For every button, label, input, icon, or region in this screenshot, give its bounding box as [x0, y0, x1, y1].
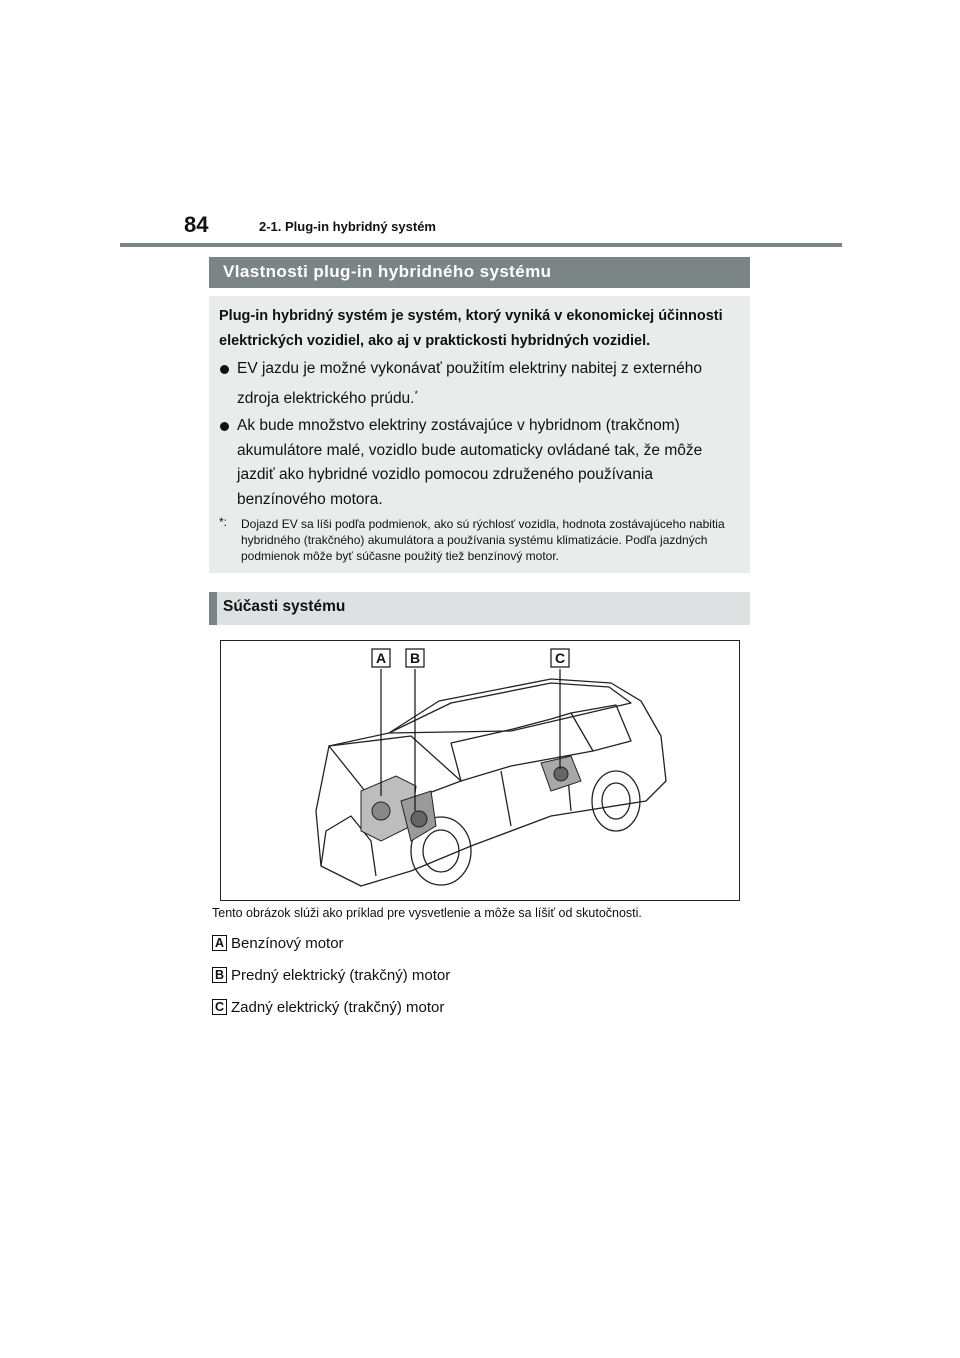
header-divider	[120, 243, 842, 247]
rear-wheel-rim	[602, 783, 630, 819]
legend-label: Zadný elektrický (trakčný) motor	[231, 998, 445, 1016]
front-wheel-rim	[423, 830, 459, 872]
bullet-text: EV jazdu je možné vykonávať použitím elektriny nabitej z externého zdroja elektrického prúdu.	[237, 360, 703, 407]
footnote-text: Dojazd EV sa líši podľa podmienok, ako sú rýchlosť vozidla, hodnota zostávajúceho nabitia hybridného (trakčného) akumulátora a používania systému klimatizácie. Podľa jazdných podmienok môže byť súčasne použitý tiež benzínový motor.	[241, 517, 725, 564]
section-heading-components: Súčasti systému	[209, 592, 750, 625]
car-body-outline	[316, 679, 666, 886]
legend-letter: C	[212, 999, 227, 1015]
legend-letter: A	[212, 935, 227, 951]
vehicle-diagram	[220, 640, 740, 901]
legend-item	[212, 998, 444, 1016]
features-box	[209, 296, 750, 573]
rear-motor-assembly	[541, 756, 581, 791]
legend-item	[212, 934, 344, 952]
page-number: 84	[184, 212, 209, 237]
footnote-reference: *	[414, 388, 419, 399]
figure-caption: Tento obrázok slúži ako príklad pre vysvetlenie a môže sa líšiť od skutočnosti.	[212, 906, 642, 920]
chapter-title: 2-1. Plug-in hybridný systém	[259, 219, 436, 234]
bullet-text: Ak bude množstvo elektriny zostávajúce v hybridnom (trakčnom) akumulátore malé, vozidlo bude automaticky ovládané tak, že môže jazdiť ako hybridné vozidlo pomocou združeného používania benzínového motora.	[237, 417, 703, 508]
callout-label-b: B	[409, 650, 421, 666]
bullet-dot-icon	[220, 422, 229, 431]
car-roof-outline	[389, 683, 631, 733]
bullet-dot-icon	[220, 365, 229, 374]
footnote-mark: *:	[219, 515, 228, 530]
bullet-item	[219, 357, 744, 411]
legend-label: Benzínový motor	[231, 934, 344, 952]
bullet-item	[219, 414, 744, 512]
section-heading-features: Vlastnosti plug-in hybridného systému	[209, 257, 750, 288]
rear-wheel	[592, 771, 640, 831]
callout-label-a: A	[375, 650, 387, 666]
legend-letter: B	[212, 967, 227, 983]
legend-item	[212, 966, 450, 984]
car-door-line	[501, 771, 511, 826]
features-intro: Plug-in hybridný systém je systém, ktorý vyniká v ekonomickej účinnosti elektrických vozidiel, ako aj v praktickosti hybridných vozidiel.	[219, 308, 723, 349]
footnote	[219, 516, 744, 564]
legend-label: Predný elektrický (trakčný) motor	[231, 966, 451, 984]
callout-label-c: C	[554, 650, 566, 666]
